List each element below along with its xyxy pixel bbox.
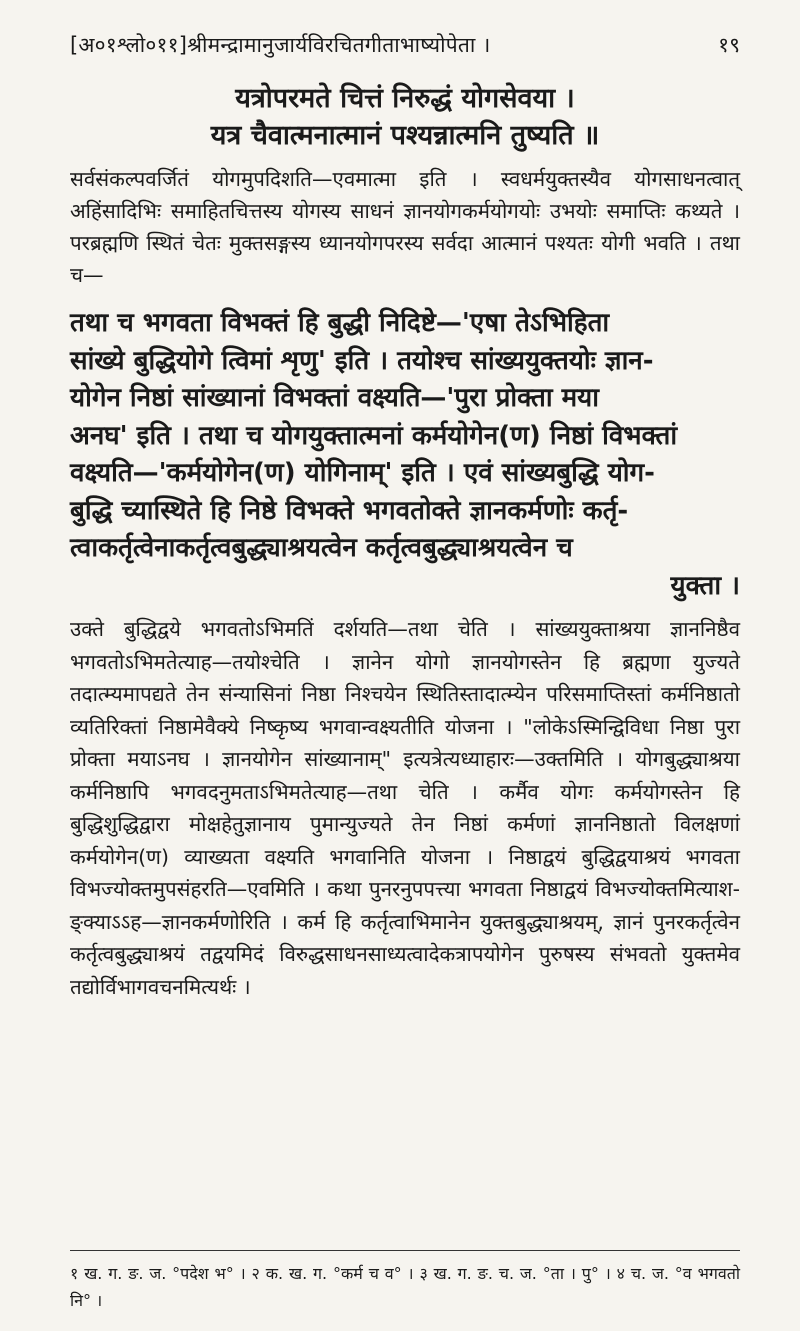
bhashya-block (70, 305, 740, 605)
bhashya-line: तथा च भगवता विभक्तं हि बुद्धी निदिष्टे—'एषा तेऽभिहिता (70, 308, 610, 338)
document-page (70, 30, 740, 1310)
verse-line: यत्र चैवात्मनात्मानं पश्यन्नात्मनि तुष्यति ॥ (210, 120, 600, 151)
sub-commentary-paragraph: उक्ते बुद्धिद्वये भगवतोऽभिमतिं दर्शयति—तथा चेति । सांख्ययुक्ताश्रया ज्ञाननिष्ठैव भगवतोऽभिमतेत्याह—तयोश्चेति । ज्ञानेन योगो ज्ञानयोगस्तेन हि ब्रह्मणा युज्यते तदात्म्यमापद्यते तेन संन्यासिनां निष्ठा निश्चयेन स्थितिस्तादात्म्येन परिसमाप्तिस्तां कर्मनिष्ठातो व्यतिरिक्तां निष्ठामेवैक्ये निष्कृष्य भगवान्वक्ष्यतीति योजना । "लोकेऽस्मिन्द्विविधा निष्ठा पुरा प्रोक्ता मयाऽनघ । ज्ञानयोगेन सांख्यानाम्" इत्यत्रेत्यध्याहारः—उक्तमिति । योगबुद्ध्याश्रया कर्मनिष्ठापि भगवदनुमताऽभिमतेत्याह—तथा चेति । कर्मैव योगः कर्मयोगस्तेन हि बुद्धिशुद्धिद्वारा मोक्षहेतुज्ञानाय पुमान्युज्यते तेन निष्ठां कर्मणां ज्ञाननिष्ठातो विलक्षणां कर्मयोगेन(ण) व्याख्यता वक्ष्यति भगवानिति योजना । निष्ठाद्वयं बुद्धिद्वयाश्रयं भगवता विभज्योक्तमुपसंहरति—एवमिति । कथा पुनरनुपपत्त्या भगवता निष्ठाद्वयं विभज्योक्तमित्याश-ङ्क्याऽऽह—ज्ञानकर्मणोरिति । कर्म हि कर्तृत्वाभिमानेन युक्तबुद्ध्याश्रयम्, ज्ञानं पुनरकर्तृत्वेन कर्तृत्वबुद्ध्याश्रयं तद्वयमिदं विरुद्धसाधनसाध्यत्वादेकत्रापयोगेन पुरुषस्य संभवतो युक्तमेव तद्योर्विभागवचनमित्यर्थः । (70, 617, 740, 999)
bhashya-line: योगेन निष्ठां सांख्यानां विभक्तां वक्ष्यति—'पुरा प्रोक्ता मया (70, 383, 599, 413)
bhashya-line: युक्ता । (670, 570, 740, 601)
header-title: [अ०१श्लो०११]श्रीमन्द्रामानुजार्यविरचितगीताभाष्योपेता । (70, 33, 491, 57)
page-number: १९ (718, 33, 740, 57)
verse-text (70, 80, 740, 154)
footnotes: १ ख. ग. ङ. ज. °पदेश भ° । २ क. ख. ग. °कर्म च व° । ३ ख. ग. ङ. च. ज. °ता । पु° । ४ च. ज. °व भगवतो नि° । (70, 1264, 740, 1310)
bhashya-line: त्वाकर्तृत्वेनाकर्तृत्वबुद्ध्याश्रयत्वेन कर्तृत्वबुद्ध्याश्रयत्वेन च (70, 533, 573, 563)
bhashya-line: अनघ' इति । तथा च योगयुक्तात्मनां कर्मयोगेन(ण) निष्ठां विभक्तां (70, 420, 678, 451)
running-header (70, 30, 740, 70)
commentary-paragraph: सर्वसंकल्पवर्जितं योगमुपदिशति—एवमात्मा इति । स्वधर्मयुक्तस्यैव योगसाधनत्वात् अहिंसादिभिः समाहितचित्तस्य योगस्य साधनं ज्ञानयोगकर्मयोगयोः उभयोः समाप्तिः कथ्यते । परब्रह्मणि स्थितं चेतः मुक्तसङ्गस्य ध्यानयोगपरस्य सर्वदा आत्मानं पश्यतः योगी भवति । तथा च— (70, 167, 740, 287)
bhashya-line: सांख्ये बुद्धियोगे त्विमां शृणु' इति । तयोश्च सांख्ययुक्तयोः ज्ञान- (70, 345, 654, 376)
bhashya-line: बुद्धि च्यास्थिते हि निष्ठे विभक्ते भगवतोक्ते ज्ञानकर्मणोः कर्तृ- (70, 495, 629, 526)
footnote-divider (70, 1250, 740, 1251)
bhashya-line: वक्ष्यति—'कर्मयोगेन(ण) योगिनाम्' इति । एवं सांख्यबुद्धि योग- (70, 458, 655, 488)
verse-line: यत्रोपरमते चित्तं निरुद्धं योगसेवया । (235, 83, 575, 114)
